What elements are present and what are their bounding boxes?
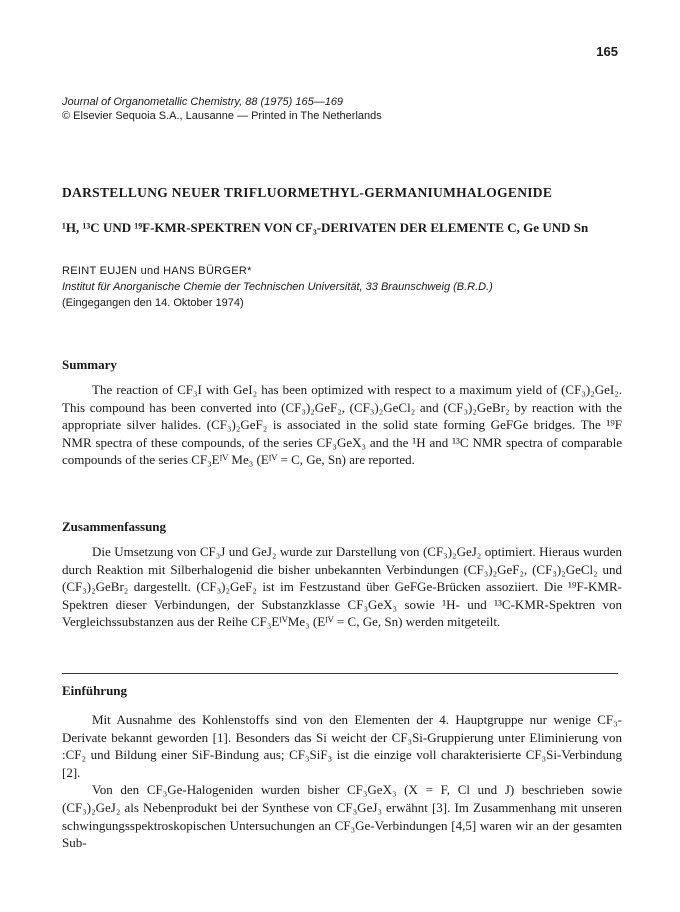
- einfuehrung-paragraph-2: Von den CF₃Ge-Halogeniden wurden bisher CF₃GeX₃ (X = F, Cl und J) beschrieben sowie (CF₃)₂GeJ₂ als Nebenprodukt bei der Synthese von CF₃GeJ₃ erwähnt [3]. Im Zusammenhang mit unseren schwingungsspektroskopischen Untersuchungen an CF₃Ge-Verbindungen [4,5] waren wir an der gesamten Sub-: [62, 782, 622, 851]
- received-date: (Eingegangen den 14. Oktober 1974): [62, 297, 244, 309]
- summary-paragraph: [62, 381, 622, 469]
- copyright-line: © Elsevier Sequoia S.A., Lausanne — Printed in The Netherlands: [62, 110, 382, 122]
- zusammenfassung-heading: Zusammenfassung: [62, 519, 167, 534]
- zusammenfassung-paragraph: [62, 543, 622, 631]
- institution-line: Institut für Anorganische Chemie der Technischen Universität, 33 Braunschweig (B.R.D.): [62, 281, 493, 293]
- author-line: REINT EUJEN und HANS BÜRGER*: [62, 265, 252, 277]
- page-number: 165: [596, 44, 618, 59]
- einfuehrung-paragraph-1: Mit Ausnahme des Kohlenstoffs sind von den Elementen der 4. Hauptgruppe nur wenige CF₃-Derivate bekannt geworden [1]. Besonders das Si weicht der CF₃Si-Gruppierung unter Eliminierung von :CF₂ und Bildung einer SiF-Bindung aus; CF₃SiF₃ ist die einzige voll charakterisierte CF₃Si-Verbindung [2].: [62, 712, 622, 780]
- summary-text: The reaction of CF₃I with GeI₂ has been optimized with respect to a maximum yield of (CF₃)₂GeI₂. This compound has been converted into (CF₃)₂GeF₂, (CF₃)₂GeCl₂ and (CF₃)₂GeBr₂ by reaction with the appropriate silver halides. (CF₃)₂GeF₂ is associated in the solid state forming GeFGe bridges. The ¹⁹F NMR spectra of these compounds, of the series CF₃GeX₃ and the ¹H and ¹³C NMR spectra of comparable compounds of the series CF₃Eᴵⱽ Me₃ (Eᴵⱽ = C, Ge, Sn) are reported.: [62, 382, 622, 468]
- summary-heading: Summary: [62, 357, 117, 372]
- einfuehrung-body: [62, 711, 622, 852]
- article-title: DARSTELLUNG NEUER TRIFLUORMETHYL-GERMANIUMHALOGENIDE: [62, 185, 553, 200]
- article-subtitle: ¹H, ¹³C UND ¹⁹F-KMR-SPEKTREN VON CF₃-DERIVATEN DER ELEMENTE C, Ge UND Sn: [62, 220, 589, 235]
- zusammenfassung-text: Die Umsetzung von CF₃J und GeJ₂ wurde zur Darstellung von (CF₃)₂GeJ₂ optimiert. Hieraus wurden durch Reaktion mit Silberhalogenid die bisher unbekannten Verbindungen (CF₃)₂GeF₂, (CF₃)₂GeCl₂ und (CF₃)₂GeBr₂ dargestellt. (CF₃)₂GeF₂ ist im Festzustand über GeFGe-Brücken assoziiert. Die ¹⁹F-KMR-Spektren dieser Verbindungen, der Substanzklasse CF₃GeX₃ sowie ¹H- und ¹³C-KMR-Spektren von Vergleichssubstanzen aus der Reihe CF₃EᴵⱽMe₃ (Eᴵⱽ = C, Ge, Sn) werden mitgeteilt.: [62, 544, 622, 630]
- section-divider: [62, 673, 618, 674]
- einfuehrung-heading: Einführung: [62, 683, 128, 698]
- journal-citation: Journal of Organometallic Chemistry, 88 (1975) 165—169: [62, 96, 344, 108]
